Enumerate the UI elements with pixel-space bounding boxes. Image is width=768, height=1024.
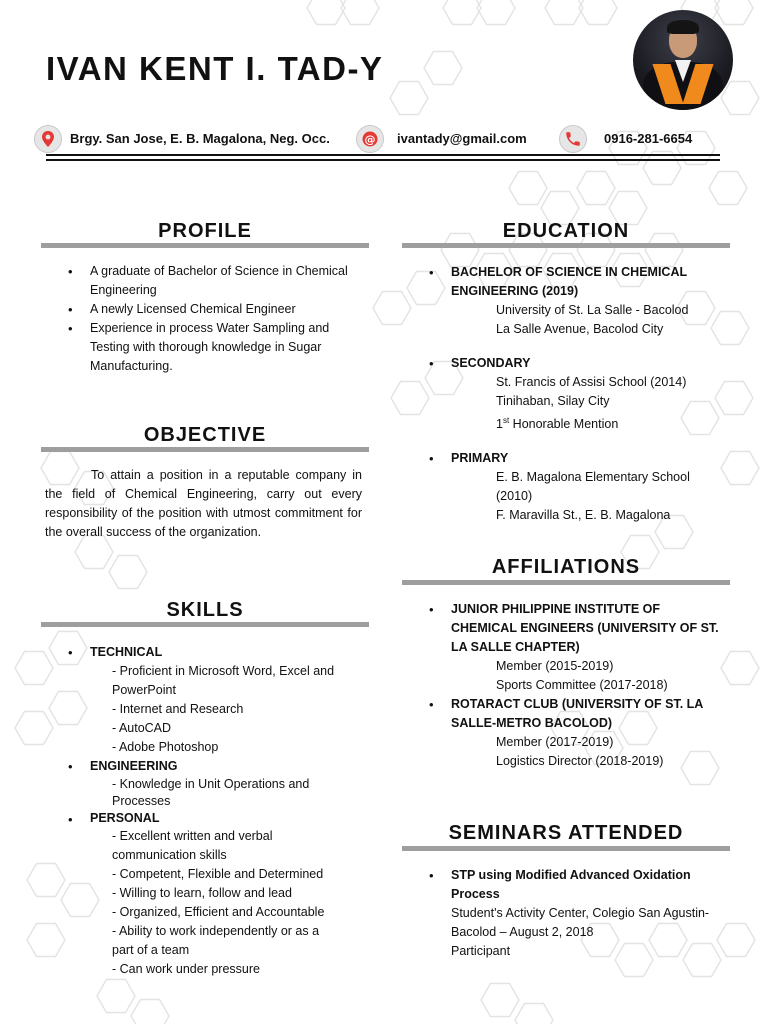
location-pin-icon xyxy=(34,125,62,153)
affiliations-heading-bar xyxy=(402,580,730,585)
skill-group-title: • PERSONAL xyxy=(90,811,160,825)
seminars-heading-bar xyxy=(402,846,730,851)
education-heading: EDUCATION xyxy=(502,220,630,242)
affiliation-title: • ROTARACT CLUB (UNIVERSITY OF ST. LA SALLE-METRO BACOLOD) xyxy=(451,697,703,730)
skill-item: - Proficient in Microsoft Word, Excel and PowerPoint xyxy=(112,664,335,697)
profile-heading: PROFILE xyxy=(158,220,252,242)
phone-text: 0916-281-6654 xyxy=(604,131,693,146)
seminar-venue: Student's Activity Center, Colegio San Agustin-Bacolod – August 2, 2018 xyxy=(451,906,710,939)
profile-photo xyxy=(633,10,733,110)
education-school: St. Francis of Assisi School (2014) xyxy=(496,375,687,389)
education-primary xyxy=(427,449,722,525)
objective-heading: OBJECTIVE xyxy=(143,424,267,446)
affiliations-list xyxy=(427,600,722,771)
affiliation-role: Sports Committee (2017-2018) xyxy=(496,678,668,692)
profile-item: • Experience in process Water Sampling and Testing with thorough knowledge in Sugar Manufacturing. xyxy=(66,319,366,376)
skill-item: - Internet and Research xyxy=(112,702,244,716)
skill-group-technical xyxy=(66,643,366,757)
skills-heading-bar xyxy=(41,622,369,627)
education-list xyxy=(427,263,722,525)
education-title: • BACHELOR OF SCIENCE IN CHEMICAL ENGINEERING (2019) xyxy=(451,265,687,298)
education-college xyxy=(427,263,722,339)
profile-heading-bar xyxy=(41,243,369,248)
affiliation-role: Member (2015-2019) xyxy=(496,659,614,673)
skill-group-engineering xyxy=(66,757,366,810)
education-address: Tinihaban, Silay City xyxy=(496,394,610,408)
skill-item: - Knowledge in Unit Operations and Processes xyxy=(112,777,310,808)
education-award: 1st Honorable Mention xyxy=(496,416,619,432)
affiliation-role: Logistics Director (2018-2019) xyxy=(496,754,664,768)
affiliations-heading: AFFILIATIONS xyxy=(491,556,641,578)
seminars-list xyxy=(427,866,717,961)
seminar-item xyxy=(427,866,717,961)
skill-item: - AutoCAD xyxy=(112,721,172,735)
skill-group-title: • ENGINEERING xyxy=(90,759,178,773)
education-heading-bar xyxy=(402,243,730,248)
seminars-heading: SEMINARS ATTENDED xyxy=(448,822,684,844)
applicant-name: IVAN KENT I. TAD-Y xyxy=(46,50,384,87)
svg-text:@: @ xyxy=(364,133,376,146)
at-sign-icon xyxy=(356,125,384,153)
objective-heading-bar xyxy=(41,447,369,452)
header-divider-thin xyxy=(46,159,720,161)
affiliation-item xyxy=(427,600,722,695)
profile-item: • A newly Licensed Chemical Engineer xyxy=(66,300,366,319)
skills-heading: SKILLS xyxy=(166,599,244,621)
profile-item: • A graduate of Bachelor of Science in Chemical Engineering xyxy=(66,262,366,300)
skill-group-title: • TECHNICAL xyxy=(90,645,163,659)
email-link[interactable]: ivantady@gmail.com xyxy=(397,131,527,146)
skill-item: - Organized, Efficient and Accountable xyxy=(112,905,325,919)
header-divider xyxy=(46,154,720,156)
objective-text: To attain a position in a reputable company in the field of Chemical Engineering, carry out every responsibility of the position with utmost commitment for the overall success of the organization. xyxy=(45,468,362,539)
skill-item: - Competent, Flexible and Determined xyxy=(112,867,324,881)
affiliation-item xyxy=(427,695,722,771)
objective-paragraph xyxy=(45,466,362,542)
contact-bar xyxy=(34,125,734,153)
seminar-role: Participant xyxy=(451,944,511,958)
profile-list xyxy=(66,262,366,376)
education-secondary xyxy=(427,354,722,434)
skill-group-personal xyxy=(66,810,366,979)
address-text: Brgy. San Jose, E. B. Magalona, Neg. Occ. xyxy=(70,131,330,146)
skill-item: - Adobe Photoshop xyxy=(112,740,219,754)
education-address: La Salle Avenue, Bacolod City xyxy=(496,322,664,336)
seminar-title: • STP using Modified Advanced Oxidation Process xyxy=(451,868,691,901)
affiliation-role: Member (2017-2019) xyxy=(496,735,614,749)
skill-item: - Can work under pressure xyxy=(112,962,260,976)
education-title: • SECONDARY xyxy=(451,356,531,370)
education-school: E. B. Magalona Elementary School (2010) xyxy=(496,470,690,504)
skill-item: - Ability to work independently or as a part of a team xyxy=(112,924,320,957)
education-address: F. Maravilla St., E. B. Magalona xyxy=(496,508,671,523)
skill-item: - Excellent written and verbal communication skills xyxy=(112,829,273,862)
education-school: University of St. La Salle - Bacolod xyxy=(496,303,689,317)
phone-icon xyxy=(559,125,587,153)
affiliation-title: • JUNIOR PHILIPPINE INSTITUTE OF CHEMICAL ENGINEERS (UNIVERSITY OF ST. LA SALLE CHAPTER) xyxy=(451,602,719,654)
education-title: • PRIMARY xyxy=(451,451,509,466)
skill-item: - Willing to learn, follow and lead xyxy=(112,886,292,900)
skills-list xyxy=(66,643,366,979)
